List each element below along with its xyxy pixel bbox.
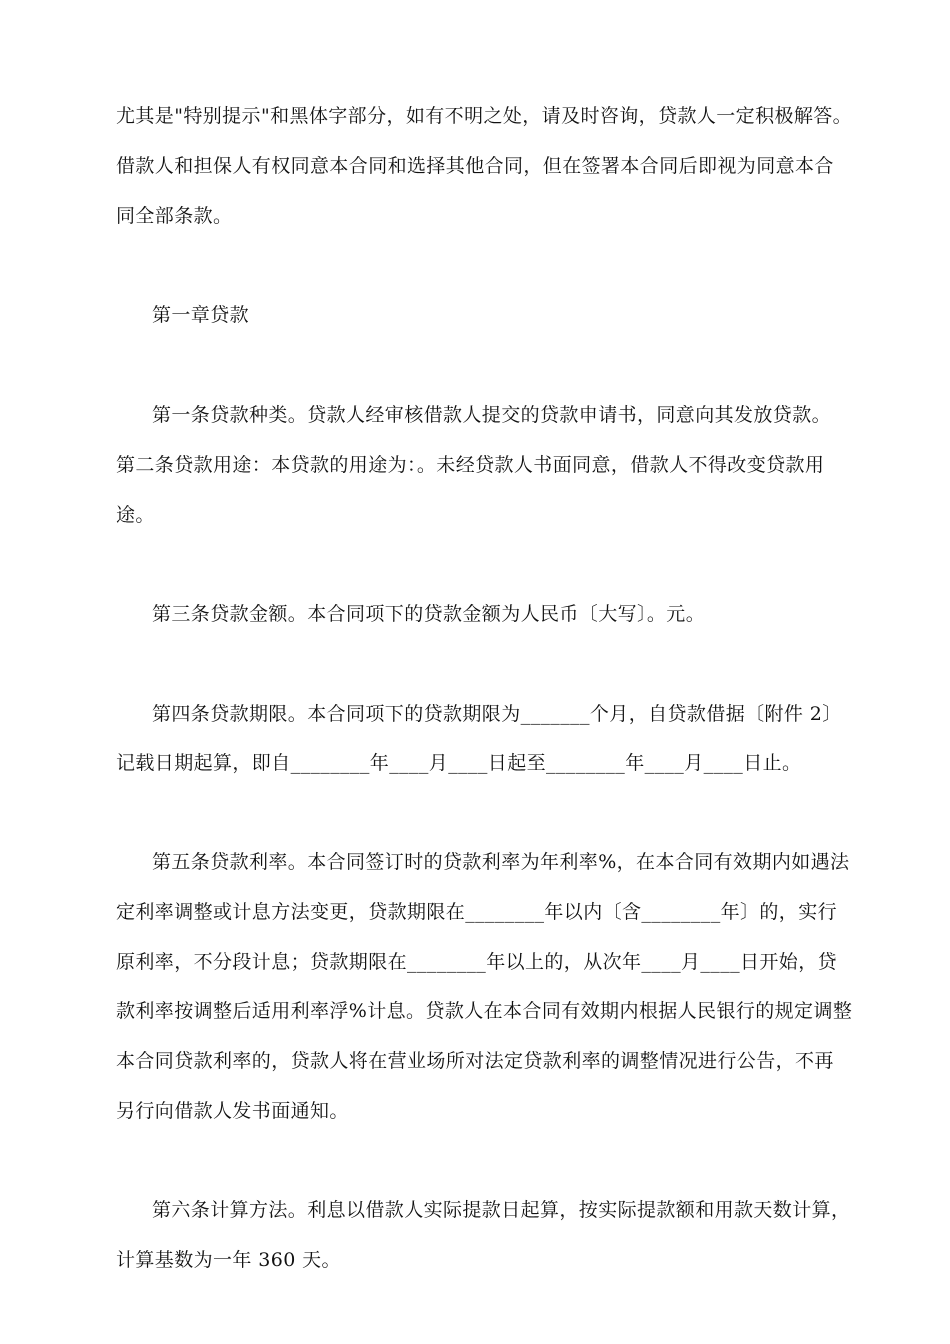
article-6-line-2: 计算基数为一年 360 天。 [116, 1249, 341, 1271]
chapter-1-title: 第一章贷款 [152, 304, 250, 326]
intro-line-3: 同全部条款。 [116, 205, 233, 227]
article-2-line-2: 途。 [116, 504, 155, 526]
article-4-line-1: 第四条贷款期限。本合同项下的贷款期限为_______个月，自贷款借据〔附件 2〕 [152, 703, 842, 725]
article-4-line-2: 记载日期起算，即自________年____月____日起至________年____月____日止。 [116, 752, 802, 774]
article-5-line-5: 本合同贷款利率的，贷款人将在营业场所对法定贷款利率的调整情况进行公告，不再 [116, 1050, 834, 1072]
article-1: 第一条贷款种类。贷款人经审核借款人提交的贷款申请书，同意向其发放贷款。 [152, 404, 832, 426]
article-5-line-6: 另行向借款人发书面通知。 [116, 1100, 349, 1122]
article-2-line-1: 第二条贷款用途：本贷款的用途为：。未经贷款人书面同意，借款人不得改变贷款用 [116, 454, 825, 476]
intro-line-1: 尤其是"特别提示"和黑体字部分，如有不明之处，请及时咨询，贷款人一定积极解答。 [116, 105, 853, 127]
article-5-line-2: 定利率调整或计息方法变更，贷款期限在________年以内〔含________年〕的，实行 [116, 901, 838, 923]
article-6-line-1: 第六条计算方法。利息以借款人实际提款日起算，按实际提款额和用款天数计算， [152, 1199, 851, 1221]
article-3: 第三条贷款金额。本合同项下的贷款金额为人民币〔大写〕。元。 [152, 603, 706, 625]
article-5-line-3: 原利率，不分段计息；贷款期限在________年以上的，从次年____月____日开始，贷 [116, 951, 838, 973]
article-5-line-1: 第五条贷款利率。本合同签订时的贷款利率为年利率%，在本合同有效期内如遇法 [152, 851, 850, 873]
article-5-line-4: 款利率按调整后适用利率浮%计息。贷款人在本合同有效期内根据人民银行的规定调整 [116, 1000, 853, 1022]
intro-line-2: 借款人和担保人有权同意本合同和选择其他合同，但在签署本合同后即视为同意本合 [116, 155, 834, 177]
